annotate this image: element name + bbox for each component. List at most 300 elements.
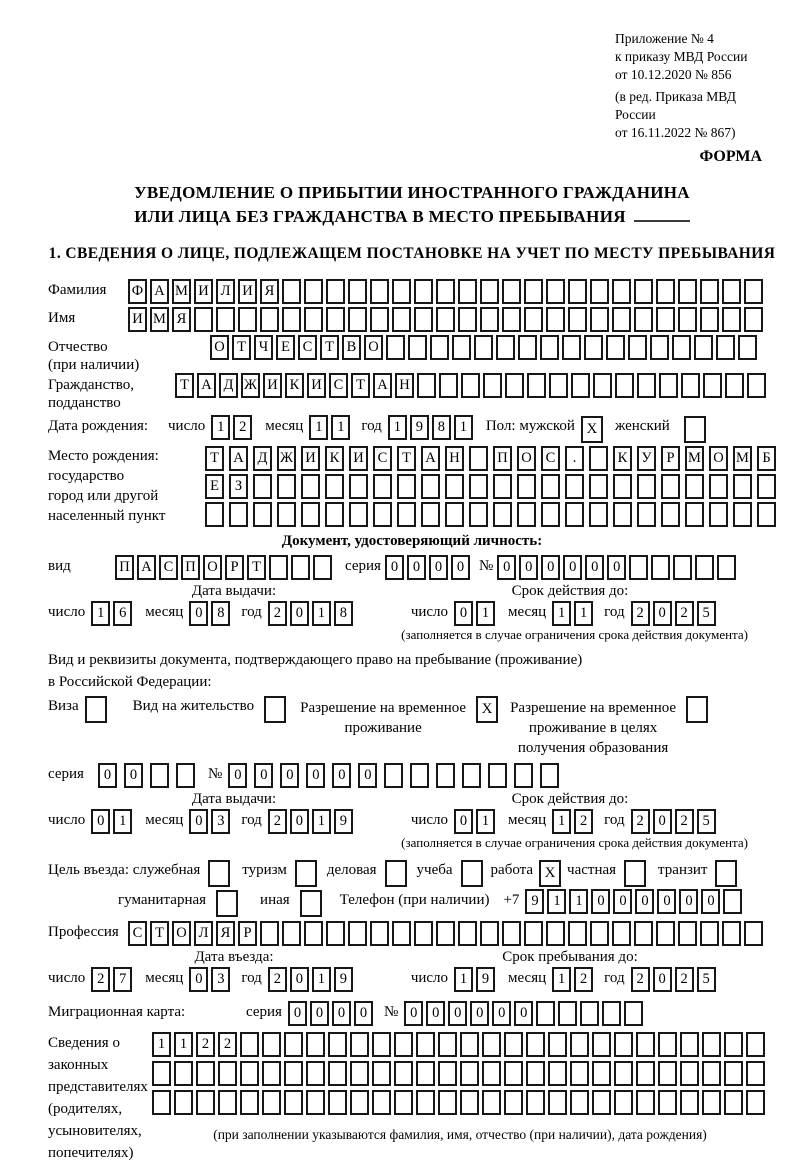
form-title-line1: УВЕДОМЛЕНИЕ О ПРИБЫТИИ ИНОСТРАННОГО ГРАЖДАНИНА (134, 183, 690, 202)
char-box (562, 335, 581, 360)
char-box: 7 (113, 967, 132, 992)
residence-doc-text: Вид и реквизиты документа, подтверждающего право на пребывание (проживание) в Российской Федерации: (48, 652, 583, 690)
char-box (462, 763, 481, 788)
permit-series-boxes (98, 763, 202, 788)
char-box (700, 307, 719, 332)
char-box (386, 335, 405, 360)
representatives-rows (152, 1032, 768, 1143)
char-box (580, 1001, 599, 1026)
char-box (238, 307, 257, 332)
char-box: 0 (657, 889, 676, 914)
char-box (349, 474, 368, 499)
purpose-row2: гуманитарная иная Телефон (при наличии) +7 9 1 1 0 0 0 0 0 0 (48, 889, 776, 915)
temp-residence-edu-label: Разрешение на временное проживание в целях получения образования (510, 700, 677, 756)
char-box (445, 502, 464, 527)
char-box: 6 (113, 601, 132, 626)
char-box: 0 (613, 889, 632, 914)
char-box (678, 921, 697, 946)
birth-year-boxes (388, 415, 476, 440)
char-box (615, 373, 634, 398)
char-box: 0 (429, 555, 448, 580)
entry-date-headers: Дата въезда: Срок пребывания до: (194, 949, 638, 965)
char-box (493, 502, 512, 527)
char-box (216, 307, 235, 332)
char-box (326, 307, 345, 332)
char-box (326, 921, 345, 946)
char-box (678, 279, 697, 304)
char-box (614, 1090, 633, 1115)
char-box (474, 335, 493, 360)
char-box: 0 (280, 763, 299, 788)
given-name-label: Имя (48, 310, 76, 326)
char-box: 9 (334, 967, 353, 992)
char-box (746, 1061, 765, 1086)
entry-dates-row: число 2 7 месяц 0 3 год 2 0 1 9 число 1 9 месяц 1 2 год 2 0 2 5 (48, 967, 776, 993)
char-box (205, 502, 224, 527)
char-box (438, 1032, 457, 1057)
char-box: 1 (552, 967, 571, 992)
char-box: 0 (310, 1001, 329, 1026)
char-box (637, 502, 656, 527)
form-title-line2: ИЛИ ЛИЦА БЕЗ ГРАЖДАНСТВА В МЕСТО ПРЕБЫВАНИЯ (48, 205, 776, 229)
char-box (350, 1061, 369, 1086)
char-box: 5 (697, 809, 716, 834)
id-doc-row: вид П А С П О Р Т серия 0 0 0 0 № 0 0 0 0 0 0 (48, 555, 776, 580)
permit-number-boxes (228, 763, 566, 788)
char-box (680, 1090, 699, 1115)
char-box (414, 921, 433, 946)
checkbox-visa (85, 696, 107, 723)
char-box: И (301, 446, 320, 471)
char-box (746, 1032, 765, 1057)
char-box: 0 (124, 763, 143, 788)
char-box (702, 1061, 721, 1086)
char-box (746, 1090, 765, 1115)
char-box (174, 1090, 193, 1115)
char-box (747, 373, 766, 398)
char-box (565, 474, 584, 499)
char-box (558, 1001, 577, 1026)
char-box (493, 474, 512, 499)
char-box: 3 (211, 967, 230, 992)
char-box (414, 279, 433, 304)
char-box: Ф (128, 279, 147, 304)
char-box: Б (757, 446, 776, 471)
char-box: 1 (454, 415, 473, 440)
char-box (724, 1090, 743, 1115)
char-box: 1 (476, 809, 495, 834)
char-box (602, 1001, 621, 1026)
char-box (460, 1090, 479, 1115)
sex-female-label: женский (614, 418, 670, 434)
char-box: З (229, 474, 248, 499)
char-box: 1 (569, 889, 588, 914)
char-box (694, 335, 713, 360)
char-box: 0 (254, 763, 273, 788)
char-box: Я (260, 279, 279, 304)
char-box: 0 (189, 967, 208, 992)
checkbox-other (300, 890, 322, 917)
char-box: О (210, 335, 229, 360)
char-box (517, 502, 536, 527)
checkbox-temp-residence: X (476, 696, 498, 723)
char-box: 0 (470, 1001, 489, 1026)
purpose-row: Цель въезда: служебная туризм деловая учеба работа X частная транзит (48, 859, 776, 885)
char-box (637, 474, 656, 499)
representatives-note: (при заполнении указываются фамилия, имя, отчество (при наличии), дата рождения) (213, 1127, 707, 1142)
char-box (348, 921, 367, 946)
char-box: Р (225, 555, 244, 580)
char-box: П (493, 446, 512, 471)
char-box (480, 921, 499, 946)
char-box (568, 921, 587, 946)
char-box: Т (205, 446, 224, 471)
char-box (592, 1090, 611, 1115)
char-box: 0 (454, 809, 473, 834)
char-box (416, 1032, 435, 1057)
char-box (656, 307, 675, 332)
char-box (480, 307, 499, 332)
char-box: С (128, 921, 147, 946)
char-box (589, 474, 608, 499)
char-box: 0 (701, 889, 720, 914)
char-box: И (238, 279, 257, 304)
char-box (546, 921, 565, 946)
char-box (438, 1090, 457, 1115)
given-name-boxes (128, 307, 766, 332)
char-box (218, 1090, 237, 1115)
char-box (392, 307, 411, 332)
char-box (370, 307, 389, 332)
char-box (592, 1061, 611, 1086)
char-box (685, 502, 704, 527)
char-box (722, 921, 741, 946)
given-name-row (48, 307, 776, 332)
representatives-line2-boxes (152, 1061, 768, 1086)
char-box: Ж (277, 446, 296, 471)
patronymic-row (48, 335, 776, 371)
char-box (372, 1032, 391, 1057)
char-box (461, 373, 480, 398)
char-box (372, 1061, 391, 1086)
char-box (370, 921, 389, 946)
char-box (744, 307, 763, 332)
char-box (328, 1032, 347, 1057)
char-box (284, 1061, 303, 1086)
char-box (658, 1061, 677, 1086)
char-box: И (349, 446, 368, 471)
char-box (526, 1090, 545, 1115)
char-box: 0 (91, 809, 110, 834)
char-box: 2 (218, 1032, 237, 1057)
id-issue-month-boxes (189, 601, 233, 626)
char-box (152, 1090, 171, 1115)
char-box: Т (397, 446, 416, 471)
char-box: С (159, 555, 178, 580)
char-box (469, 446, 488, 471)
char-box (636, 1061, 655, 1086)
char-box: 0 (454, 601, 473, 626)
char-box: 2 (675, 601, 694, 626)
char-box: 0 (492, 1001, 511, 1026)
char-box: 1 (152, 1032, 171, 1057)
char-box (636, 1032, 655, 1057)
char-box (524, 307, 543, 332)
char-box: 1 (331, 415, 350, 440)
char-box: О (364, 335, 383, 360)
char-box (196, 1090, 215, 1115)
char-box: 2 (268, 809, 287, 834)
char-box (624, 1001, 643, 1026)
char-box: 0 (426, 1001, 445, 1026)
char-box (282, 307, 301, 332)
char-box: М (685, 446, 704, 471)
char-box (680, 1061, 699, 1086)
char-box: 1 (113, 809, 132, 834)
permit-date-headers: Дата выдачи: Срок действия до: (191, 791, 629, 807)
char-box (328, 1061, 347, 1086)
char-box (458, 921, 477, 946)
stay-day-boxes (454, 967, 498, 992)
char-box: М (733, 446, 752, 471)
char-box: 2 (631, 967, 650, 992)
char-box (421, 502, 440, 527)
checkbox-humanitarian (216, 890, 238, 917)
char-box (526, 1061, 545, 1086)
char-box (439, 373, 458, 398)
char-box (725, 373, 744, 398)
char-box: 0 (585, 555, 604, 580)
blank-line (634, 208, 690, 222)
char-box (306, 1032, 325, 1057)
char-box (218, 1061, 237, 1086)
char-box: 1 (454, 967, 473, 992)
char-box: 5 (697, 967, 716, 992)
profession-boxes (128, 921, 766, 946)
char-box: 0 (679, 889, 698, 914)
char-box: И (263, 373, 282, 398)
char-box (373, 502, 392, 527)
char-box (541, 502, 560, 527)
char-box: 2 (268, 601, 287, 626)
char-box (661, 502, 680, 527)
forma-label: ФОРМА (699, 148, 762, 165)
char-box: 0 (514, 1001, 533, 1026)
char-box (240, 1061, 259, 1086)
char-box (253, 502, 272, 527)
char-box: Р (238, 921, 257, 946)
entry-year-boxes (268, 967, 356, 992)
surname-row (48, 279, 776, 304)
char-box (658, 1090, 677, 1115)
migcard-number-boxes (404, 1001, 646, 1026)
char-box: К (285, 373, 304, 398)
char-box: С (298, 335, 317, 360)
char-box (410, 763, 429, 788)
char-box: 0 (653, 809, 672, 834)
char-box: 0 (607, 555, 626, 580)
checkbox-business (385, 860, 407, 887)
char-box: 0 (290, 967, 309, 992)
char-box (651, 555, 670, 580)
form-title (48, 181, 776, 229)
char-box (430, 335, 449, 360)
char-box (301, 502, 320, 527)
char-box (436, 307, 455, 332)
char-box (488, 763, 507, 788)
char-box: 0 (189, 601, 208, 626)
char-box (700, 279, 719, 304)
char-box (606, 335, 625, 360)
char-box (504, 1061, 523, 1086)
char-box: 0 (98, 763, 117, 788)
char-box (445, 474, 464, 499)
annex-line: к приказу МВД России (615, 49, 748, 64)
permit-valid-day-boxes (454, 809, 498, 834)
char-box: С (373, 446, 392, 471)
char-box (584, 335, 603, 360)
char-box (628, 335, 647, 360)
char-box: О (709, 446, 728, 471)
char-box (540, 335, 559, 360)
char-box: Н (395, 373, 414, 398)
char-box: 0 (541, 555, 560, 580)
char-box: 2 (574, 809, 593, 834)
char-box: 3 (211, 809, 230, 834)
char-box (416, 1061, 435, 1086)
char-box (593, 373, 612, 398)
char-box: 0 (407, 555, 426, 580)
phone-boxes (525, 889, 745, 914)
char-box (702, 1090, 721, 1115)
char-box: У (637, 446, 656, 471)
char-box: 0 (653, 967, 672, 992)
char-box: 8 (211, 601, 230, 626)
char-box: 0 (306, 763, 325, 788)
char-box: Р (661, 446, 680, 471)
char-box (350, 1032, 369, 1057)
id-doc-series-boxes (385, 555, 473, 580)
char-box (394, 1090, 413, 1115)
char-box (394, 1061, 413, 1086)
citizenship-row (48, 373, 776, 409)
birth-month-boxes (309, 415, 353, 440)
char-box (717, 555, 736, 580)
char-box (414, 307, 433, 332)
char-box: 0 (228, 763, 247, 788)
char-box (496, 335, 515, 360)
char-box (733, 474, 752, 499)
char-box: Л (194, 921, 213, 946)
char-box (480, 279, 499, 304)
char-box (570, 1061, 589, 1086)
char-box (709, 502, 728, 527)
char-box: 9 (334, 809, 353, 834)
char-box: О (172, 921, 191, 946)
char-box: 0 (354, 1001, 373, 1026)
char-box: 9 (476, 967, 495, 992)
char-box (313, 555, 332, 580)
char-box (482, 1090, 501, 1115)
char-box: 5 (697, 601, 716, 626)
char-box: 1 (574, 601, 593, 626)
char-box (284, 1032, 303, 1057)
char-box (744, 921, 763, 946)
char-box (194, 307, 213, 332)
char-box (326, 279, 345, 304)
citizenship-boxes (175, 373, 769, 398)
char-box (548, 1032, 567, 1057)
char-box (196, 1061, 215, 1086)
char-box: М (150, 307, 169, 332)
char-box: Т (247, 555, 266, 580)
char-box (253, 474, 272, 499)
char-box: 2 (631, 809, 650, 834)
residence-doc-options-row (48, 695, 776, 755)
char-box: 1 (91, 601, 110, 626)
char-box (421, 474, 440, 499)
char-box (514, 763, 533, 788)
char-box: 2 (91, 967, 110, 992)
annex-note (615, 30, 776, 142)
surname-label: Фамилия (48, 282, 107, 298)
char-box (304, 307, 323, 332)
permit-series-row: серия 0 0 № 0 0 0 0 0 0 (48, 763, 776, 788)
char-box: . (565, 446, 584, 471)
char-box (733, 502, 752, 527)
checkbox-transit (715, 860, 737, 887)
char-box (277, 502, 296, 527)
annex-line: Приложение № 4 (615, 31, 714, 46)
char-box: 2 (574, 967, 593, 992)
char-box (269, 555, 288, 580)
char-box (658, 1032, 677, 1057)
char-box (672, 335, 691, 360)
char-box (282, 279, 301, 304)
char-box (174, 1061, 193, 1086)
birthplace-rows (205, 446, 781, 530)
id-doc-dates-row: число 1 6 месяц 0 8 год 2 0 1 8 число 0 1 месяц 1 1 год 2 0 2 5 (48, 601, 776, 627)
char-box (589, 502, 608, 527)
char-box: Т (351, 373, 370, 398)
char-box: 0 (497, 555, 516, 580)
char-box (629, 555, 648, 580)
residence-permit-label: Вид на жительство (132, 698, 255, 714)
checkbox-tourism (295, 860, 317, 887)
char-box: К (325, 446, 344, 471)
char-box (592, 1032, 611, 1057)
checkbox-female (684, 416, 706, 443)
char-box: 9 (410, 415, 429, 440)
char-box: 2 (631, 601, 650, 626)
char-box (540, 763, 559, 788)
char-box (634, 279, 653, 304)
char-box: Е (205, 474, 224, 499)
id-valid-year-boxes (631, 601, 719, 626)
char-box (505, 373, 524, 398)
char-box (722, 307, 741, 332)
char-box (613, 474, 632, 499)
char-box (397, 502, 416, 527)
id-doc-type-label: вид (48, 558, 71, 574)
char-box: Я (216, 921, 235, 946)
char-box (722, 279, 741, 304)
char-box (681, 373, 700, 398)
char-box (703, 373, 722, 398)
char-box (284, 1090, 303, 1115)
char-box (436, 921, 455, 946)
char-box: 0 (448, 1001, 467, 1026)
